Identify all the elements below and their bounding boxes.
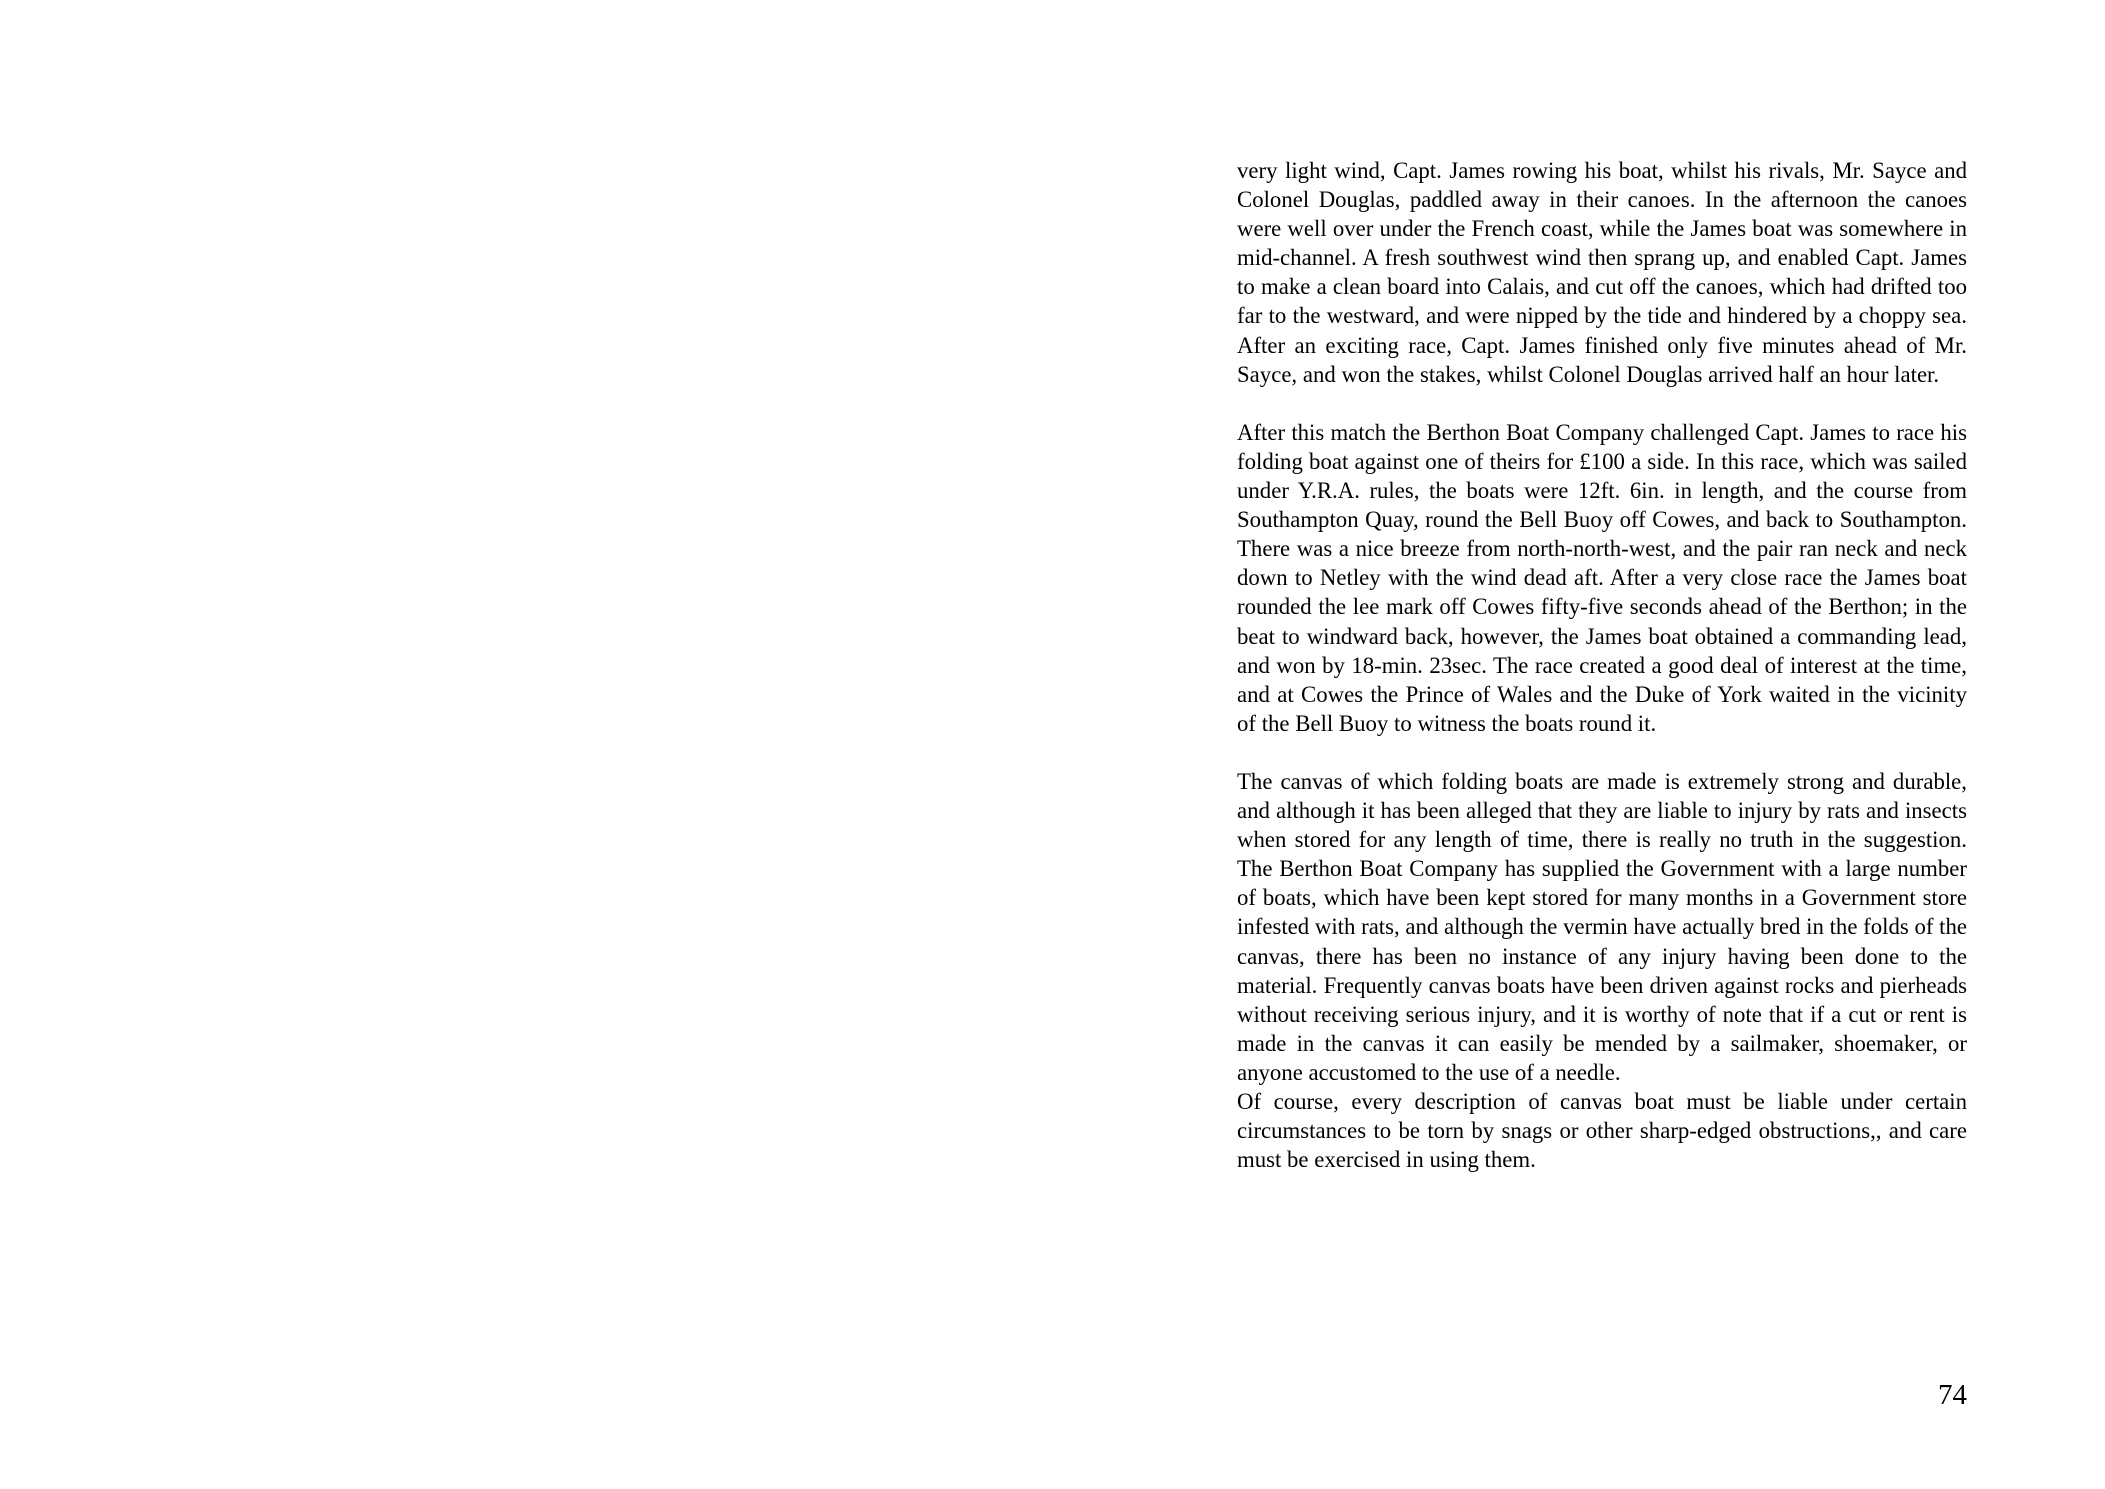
page-number: 74 <box>1938 1379 1967 1411</box>
paragraph-1: very light wind, Capt. James rowing his boat, whilst his rivals, Mr. Sayce and Colonel Douglas, paddled away in their canoes. In the afternoon the canoes were well over under the French coast, while the James boat was somewhere in mid-channel. A fresh southwest wind then sprang up, and enabled Capt. James to make a clean board into Calais, and cut off the canoes, which had drifted too far to the westward, and were nipped by the tide and hindered by a choppy sea. After an exciting race, Capt. James finished only five minutes ahead of Mr. Sayce, and won the stakes, whilst Colonel Douglas arrived half an hour later. <box>1237 158 1967 387</box>
paragraph-3: The canvas of which folding boats are made is extremely strong and durable, and although it has been alleged that they are liable to injury by rats and insects when stored for any length of time, there is really no truth in the suggestion. The Berthon Boat Company has supplied the Government with a large number of boats, which have been kept stored for many months in a Government store infested with rats, and although the vermin have actually bred in the folds of the canvas, there has been no instance of any injury having been done to the material. Frequently canvas boats have been driven against rocks and pierheads without receiving serious injury, and it is worthy of note that if a cut or rent is made in the canvas it can easily be mended by a sailmaker, shoemaker, or anyone accustomed to the use of a needle. <box>1237 768 1967 1085</box>
paragraph-2: After this match the Berthon Boat Company challenged Capt. James to race his folding boat against one of theirs for £100 a side. In this race, which was sailed under Y.R.A. rules, the boats were 12ft. 6in. in length, and the course from Southampton Quay, round the Bell Buoy off Cowes, and back to Southampton. There was a nice breeze from north-north-west, and the pair ran neck and neck down to Netley with the wind dead aft. After a very close race the James boat rounded the lee mark off Cowes fifty-five seconds ahead of the Berthon; in the beat to windward back, however, the James boat obtained a commanding lead, and won by 18-min. 23sec. The race created a good deal of interest at the time, and at Cowes the Prince of Wales and the Duke of York waited in the vicinity of the Bell Buoy to witness the boats round it. <box>1237 419 1967 736</box>
body-text-column <box>1237 156 1967 1174</box>
paragraph-4: Of course, every description of canvas boat must be liable under certain circumstances to be torn by snags or other sharp-edged obstructions,, and care must be exercised in using them. <box>1237 1089 1967 1173</box>
